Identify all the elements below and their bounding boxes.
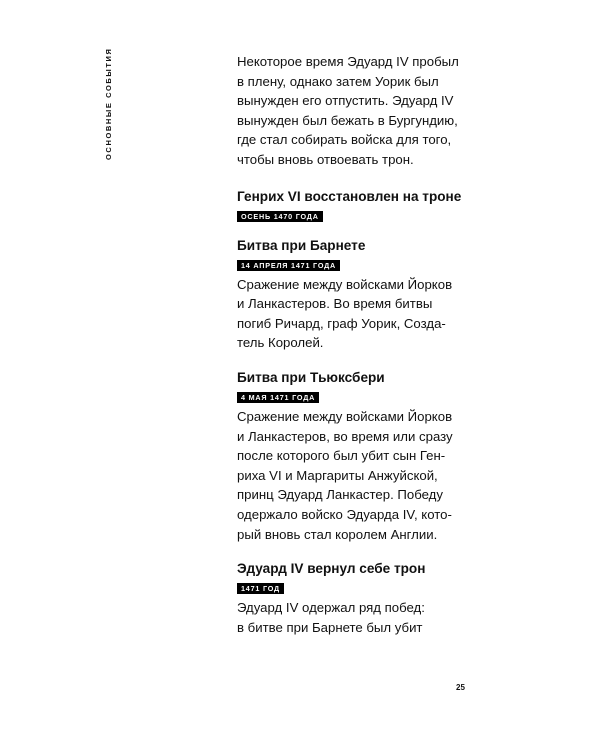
date-badge: 14 АПРЕЛЯ 1471 ГОДА [237, 260, 340, 271]
date-badge: 1471 ГОД [237, 583, 284, 594]
section-title: Битва при Тьюксбери [237, 369, 385, 385]
section-title: Эдуард IV вернул себе трон [237, 561, 426, 577]
section-text: Сражение между войсками Йорков и Ланкастеров, во время или сразу после которого был убит сын Ген- риха VI и Маргариты Анжуйской, принц Эдуард Ланкастер. Победу одержало войско Эдуарда IV, кото- рый вновь стал королем Англии. [237, 408, 453, 542]
date-badge: 4 МАЯ 1471 ГОДА [237, 392, 319, 403]
date-badge: ОСЕНЬ 1470 ГОДА [237, 211, 323, 222]
section-title: Битва при Барнете [237, 237, 366, 253]
intro-paragraph: Некоторое время Эдуард IV пробыл в плену, однако затем Уорик был вынужден его отпустить. Эдуард IV вынужден был бежать в Бургундию, где стал собирать войска для того, чтобы вновь отвоевать трон. [237, 54, 459, 167]
page-content [237, 52, 537, 637]
section-edward-throne [237, 560, 537, 637]
running-header-vertical: ОСНОВНЫЕ СОБЫТИЯ [104, 47, 113, 160]
section-text: Сражение между войсками Йорков и Ланкастеров. Во время битвы погиб Ричард, граф Уорик, Созда- тель Королей. [237, 276, 453, 351]
section-battle-tewkesbury [237, 369, 537, 544]
section-title: Генрих VI восстановлен на троне [237, 188, 462, 204]
section-battle-barnet [237, 237, 537, 353]
section-henry-restored [237, 188, 537, 226]
page-number: 25 [456, 683, 465, 692]
section-text: Эдуард IV одержал ряд побед: в битве при Барнете был убит [237, 600, 425, 635]
